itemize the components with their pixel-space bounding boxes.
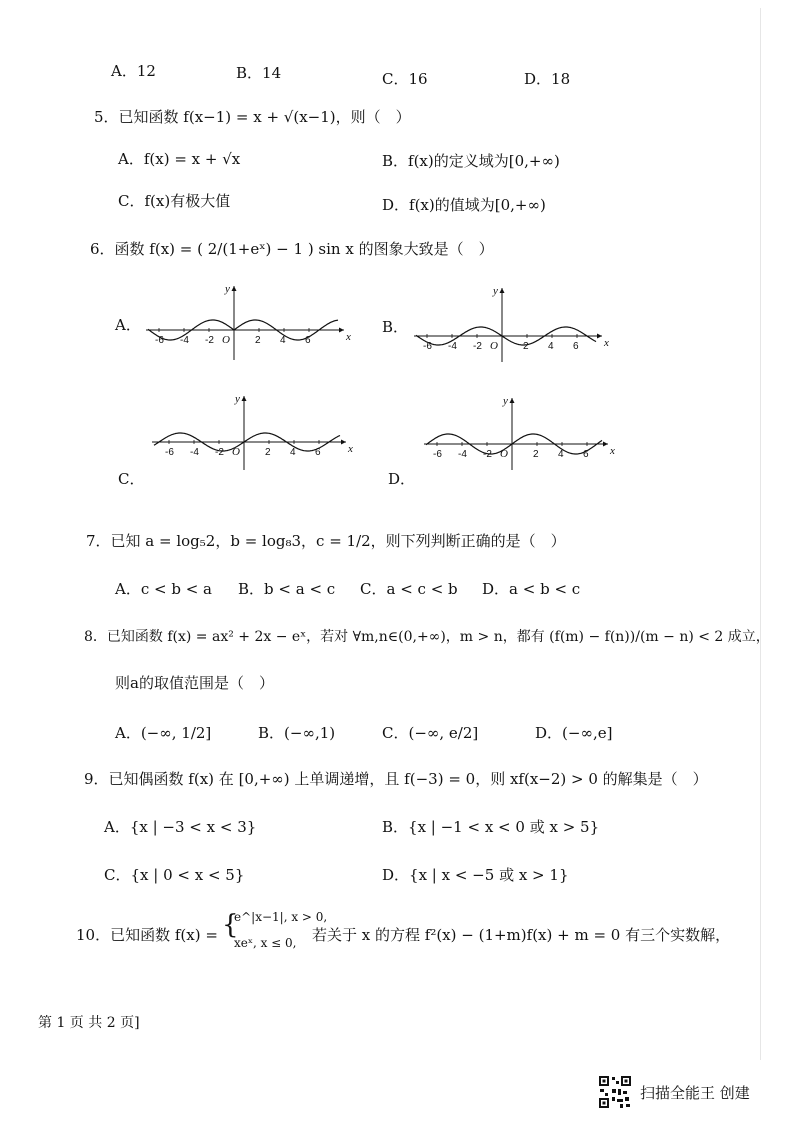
- q9-option-d: D．{x | x < −5 或 x > 1}: [382, 866, 569, 884]
- q8-stem-2: 则a的取值范围是（ ）: [115, 674, 274, 692]
- q4-option-a: A．12: [111, 62, 156, 80]
- q7-option-d: D．a < b < c: [482, 580, 581, 598]
- q6-option-b: B．: [382, 318, 409, 336]
- x-axis-label: x: [610, 445, 615, 457]
- q5-stem: 5．已知函数 f(x−1) = x + √(x−1)，则（ ）: [94, 108, 411, 126]
- tick-label: -4: [458, 449, 467, 460]
- x-axis-label: x: [604, 337, 609, 349]
- x-axis-arrow: [341, 440, 346, 445]
- q8-option-c: C．(−∞, e/2]: [382, 724, 479, 742]
- q9-stem: 9．已知偶函数 f(x) 在 [0,+∞) 上单调递增，且 f(−3) = 0，则 xf(x−2) > 0 的解集是（ ）: [84, 770, 708, 788]
- tick-label: 2: [265, 447, 271, 458]
- tick-label: 2: [533, 449, 539, 460]
- x-axis-label: x: [348, 443, 353, 455]
- tick-label: -4: [180, 335, 189, 346]
- origin-label: O: [232, 446, 240, 458]
- q4-option-c: C．16: [382, 70, 428, 88]
- scanner-brand-label: 扫描全能王 创建: [640, 1084, 750, 1102]
- q8-option-a: A．(−∞, 1/2]: [115, 724, 212, 742]
- q10-stem-b: 若关于 x 的方程 f²(x) − (1+m)f(x) + m = 0 有三个实数解，: [312, 926, 731, 944]
- q8-option-b: B．(−∞,1): [258, 724, 336, 742]
- tick-label: 6: [305, 335, 311, 346]
- origin-label: O: [500, 448, 508, 460]
- tick-label: 6: [573, 341, 579, 352]
- tick-label: 2: [523, 341, 529, 352]
- q6-option-c: C．: [118, 470, 145, 488]
- q6-graph-c: [148, 392, 354, 470]
- q6-graph-d: [420, 394, 616, 470]
- q4-option-b: B．14: [236, 64, 282, 82]
- tick-label: 4: [280, 335, 286, 346]
- y-axis-label: y: [235, 393, 240, 405]
- tick-label: -6: [433, 449, 442, 460]
- qr-code-icon: [598, 1075, 632, 1109]
- tick-label: -6: [423, 341, 432, 352]
- q9-option-c: C．{x | 0 < x < 5}: [104, 866, 245, 884]
- q5-option-b: B．f(x)的定义域为[0,+∞): [382, 152, 560, 170]
- origin-label: O: [222, 334, 230, 346]
- tick-label: -6: [165, 447, 174, 458]
- x-axis-arrow: [339, 328, 344, 333]
- tick-label: -2: [205, 335, 214, 346]
- q6-graph-a: [142, 282, 352, 364]
- page-number: 第 1 页 共 2 页]: [38, 1015, 140, 1031]
- y-axis-arrow: [500, 288, 505, 293]
- q9-option-a: A．{x | −3 < x < 3}: [104, 818, 257, 836]
- q8-stem: 8．已知函数 f(x) = ax² + 2x − eˣ，若对 ∀m,n∈(0,+∞)，m > n，都有 (f(m) − f(n))/(m − n) < 2 成立，: [84, 629, 770, 645]
- tick-label: -4: [190, 447, 199, 458]
- q7-stem: 7．已知 a = log₅2，b = log₈3，c = 1/2，则下列判断正确的是（ ）: [86, 532, 566, 550]
- tick-label: -4: [448, 341, 457, 352]
- y-axis-arrow: [232, 286, 237, 291]
- tick-label: -2: [483, 449, 492, 460]
- y-axis-label: y: [225, 283, 230, 295]
- tick-label: 4: [548, 341, 554, 352]
- q10-brace: {: [222, 910, 239, 940]
- q10-case-1: e^|x−1|, x > 0,: [234, 910, 328, 924]
- q7-option-c: C．a < c < b: [360, 580, 458, 598]
- q10-stem-a: 10．已知函数 f(x) =: [76, 926, 218, 944]
- q10-case-2: xeˣ, x ≤ 0,: [234, 936, 297, 950]
- tick-label: -2: [473, 341, 482, 352]
- tick-label: 4: [290, 447, 296, 458]
- origin-label: O: [490, 340, 498, 352]
- tick-label: 6: [583, 449, 589, 460]
- tick-label: 4: [558, 449, 564, 460]
- q6-graph-b: [410, 284, 610, 362]
- q7-option-a: A．c < b < a: [115, 580, 212, 598]
- y-axis-label: y: [493, 285, 498, 297]
- q5-option-d: D．f(x)的值域为[0,+∞): [382, 196, 546, 214]
- q5-option-a: A．f(x) = x + √x: [118, 150, 241, 168]
- x-axis-arrow: [603, 442, 608, 447]
- q9-option-b: B．{x | −1 < x < 0 或 x > 5}: [382, 818, 600, 836]
- q4-option-d: D．18: [524, 70, 571, 88]
- q6-stem: 6．函数 f(x) = ( 2/(1+eˣ) − 1 ) sin x 的图象大致是（ ）: [90, 240, 494, 258]
- y-axis-arrow: [510, 398, 515, 403]
- tick-label: 2: [255, 335, 261, 346]
- q5-option-c: C．f(x)有极大值: [118, 192, 231, 210]
- tick-label: -6: [155, 335, 164, 346]
- x-axis-label: x: [346, 331, 351, 343]
- q6-option-a: A．: [115, 316, 141, 334]
- q6-option-d: D．: [388, 470, 416, 488]
- y-axis-label: y: [503, 395, 508, 407]
- x-axis-arrow: [597, 334, 602, 339]
- tick-label: 6: [315, 447, 321, 458]
- q8-option-d: D．(−∞,e]: [535, 724, 613, 742]
- tick-label: -2: [215, 447, 224, 458]
- y-axis-arrow: [242, 396, 247, 401]
- q7-option-b: B．b < a < c: [238, 580, 336, 598]
